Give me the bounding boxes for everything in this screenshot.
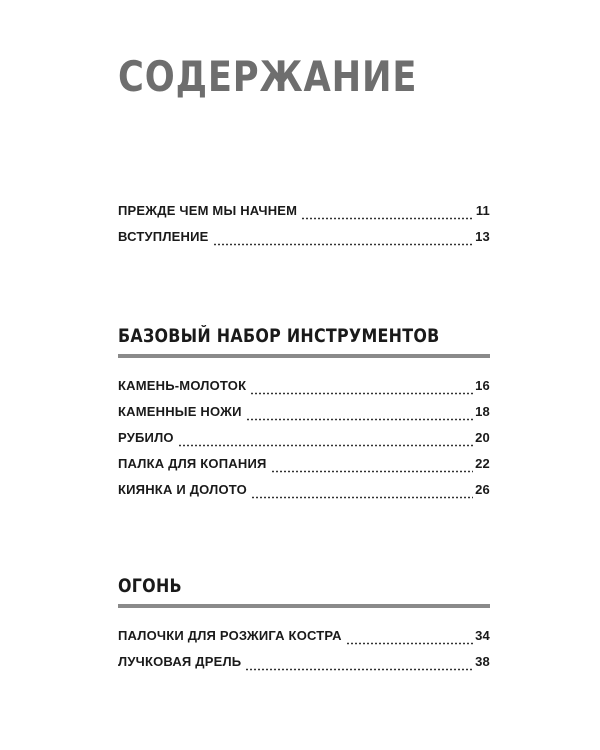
toc-section-fire bbox=[118, 576, 490, 680]
toc-entry-title: РУБИЛО bbox=[118, 430, 174, 445]
toc-entry[interactable] bbox=[118, 378, 490, 402]
toc-entry-title: ВСТУПЛЕНИЕ bbox=[118, 229, 209, 244]
toc-entry-page: 20 bbox=[475, 430, 490, 445]
toc-entry-page: 16 bbox=[475, 378, 490, 393]
toc-entry-title: ЛУЧКОВАЯ ДРЕЛЬ bbox=[118, 654, 242, 669]
toc-entry[interactable] bbox=[118, 654, 490, 678]
dot-leader bbox=[250, 392, 473, 395]
dot-leader bbox=[271, 470, 474, 473]
dot-leader bbox=[246, 418, 473, 421]
toc-entry-page: 13 bbox=[475, 229, 490, 244]
dot-leader bbox=[301, 217, 474, 220]
toc-entry[interactable] bbox=[118, 229, 490, 253]
toc-entry[interactable] bbox=[118, 482, 490, 506]
section-heading: БАЗОВЫЙ НАБОР ИНСТРУМЕНТОВ bbox=[118, 326, 440, 347]
toc-entry[interactable] bbox=[118, 430, 490, 454]
toc-entry[interactable] bbox=[118, 203, 490, 227]
toc-entry[interactable] bbox=[118, 404, 490, 428]
toc-entry-title: КАМЕНЬ-МОЛОТОК bbox=[118, 378, 247, 393]
toc-section-tools bbox=[118, 326, 490, 508]
toc-entry-title: КИЯНКА И ДОЛОТО bbox=[118, 482, 247, 497]
toc-entry-title: КАМЕННЫЕ НОЖИ bbox=[118, 404, 242, 419]
toc-entry-page: 38 bbox=[475, 654, 490, 669]
dot-leader bbox=[251, 496, 473, 499]
toc-entry-title: ПАЛОЧКИ ДЛЯ РОЗЖИГА КОСТРА bbox=[118, 628, 342, 643]
toc-entry[interactable] bbox=[118, 628, 490, 652]
toc-entry-page: 26 bbox=[475, 482, 490, 497]
toc-entry-page: 22 bbox=[475, 456, 490, 471]
dot-leader bbox=[178, 444, 473, 447]
toc-entry-page: 18 bbox=[475, 404, 490, 419]
dot-leader bbox=[213, 243, 474, 246]
toc-entry-title: ПРЕЖДЕ ЧЕМ МЫ НАЧНЕМ bbox=[118, 203, 298, 218]
section-heading: ОГОНЬ bbox=[118, 576, 182, 597]
section-divider bbox=[118, 354, 490, 358]
page-title: СОДЕРЖАНИЕ bbox=[118, 52, 418, 101]
section-divider bbox=[118, 604, 490, 608]
toc-entry-title: ПАЛКА ДЛЯ КОПАНИЯ bbox=[118, 456, 267, 471]
toc-intro-list bbox=[118, 203, 490, 255]
toc-entry-page: 34 bbox=[475, 628, 490, 643]
dot-leader bbox=[245, 668, 473, 671]
toc-entry[interactable] bbox=[118, 456, 490, 480]
toc-entry-page: 11 bbox=[475, 203, 490, 218]
dot-leader bbox=[346, 642, 473, 645]
